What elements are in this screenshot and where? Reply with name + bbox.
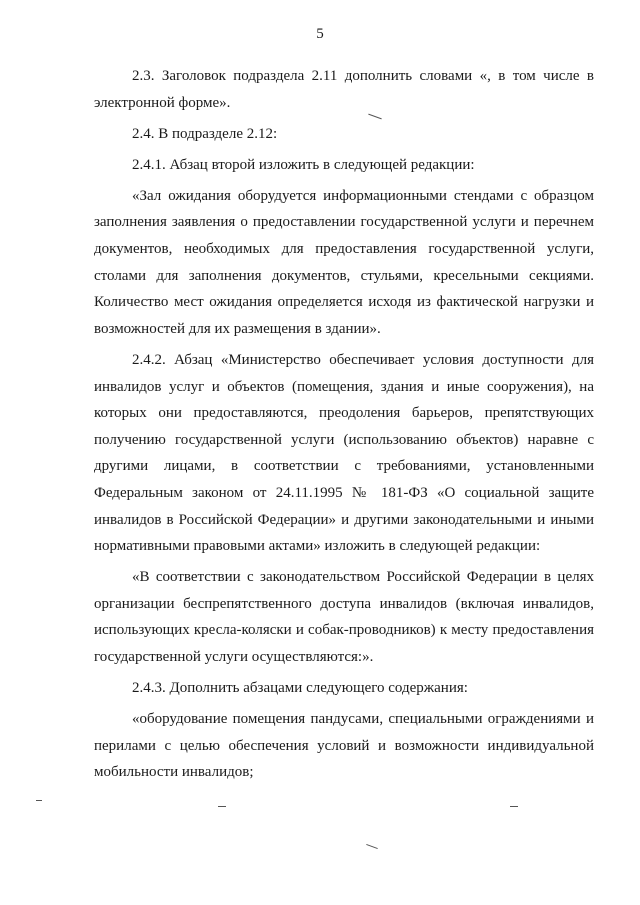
paragraph-accessibility: «В соответствии с законодательством Российской Федерации в целях организации беспрепятственного доступа инвалидов (включая инвалидов, использующих кресла-коляски и собак-проводников) к месту предоставления государственной услуги осуществляются:».: [94, 569, 594, 665]
paragraph-2-4: 2.4. В подразделе 2.12:: [132, 125, 278, 142]
scan-speck: [36, 800, 42, 801]
scan-speck: [366, 844, 378, 849]
scan-speck: [510, 806, 518, 807]
paragraph-2-3: 2.3. Заголовок подраздела 2.11 дополнить словами «, в том числе в электронной форме».: [94, 68, 594, 111]
document-body: [94, 63, 594, 790]
paragraph-ramps: «оборудование помещения пандусами, специальными ограждениями и перилами с целью обеспечения условий и возможности индивидуальной мобильности инвалидов;: [94, 711, 594, 781]
scan-speck: [218, 806, 226, 807]
paragraph-2-4-3: 2.4.3. Дополнить абзацами следующего содержания:: [132, 680, 468, 697]
paragraph-2-4-1: 2.4.1. Абзац второй изложить в следующей редакции:: [132, 156, 475, 173]
paragraph-waiting-hall: «Зал ожидания оборудуется информационными стендами с образцом заполнения заявления о предоставлении государственной услуги и перечнем документов, необходимых для предоставления государственной услуги, столами для заполнения документов, стульями, кресельными секциями. Количество мест ожидания определяется исходя из фактической нагрузки и возможностей для их размещения в здании».: [94, 187, 594, 337]
paragraph-2-4-2: 2.4.2. Абзац «Министерство обеспечивает условия доступности для инвалидов услуг и объектов (помещения, здания и иные сооружения), на которых они предоставляются, преодоления барьеров, препятствующих получению государственной услуги (использованию объектов) наравне с другими лицами, в соответствии с требованиями, установленными Федеральным законом от 24.11.1995 № 181-ФЗ «О социальной защите инвалидов в Российской Федерации» и другими законодательными и иными нормативными правовыми актами» изложить в следующей редакции:: [94, 351, 594, 555]
page-number: 5: [316, 26, 324, 42]
